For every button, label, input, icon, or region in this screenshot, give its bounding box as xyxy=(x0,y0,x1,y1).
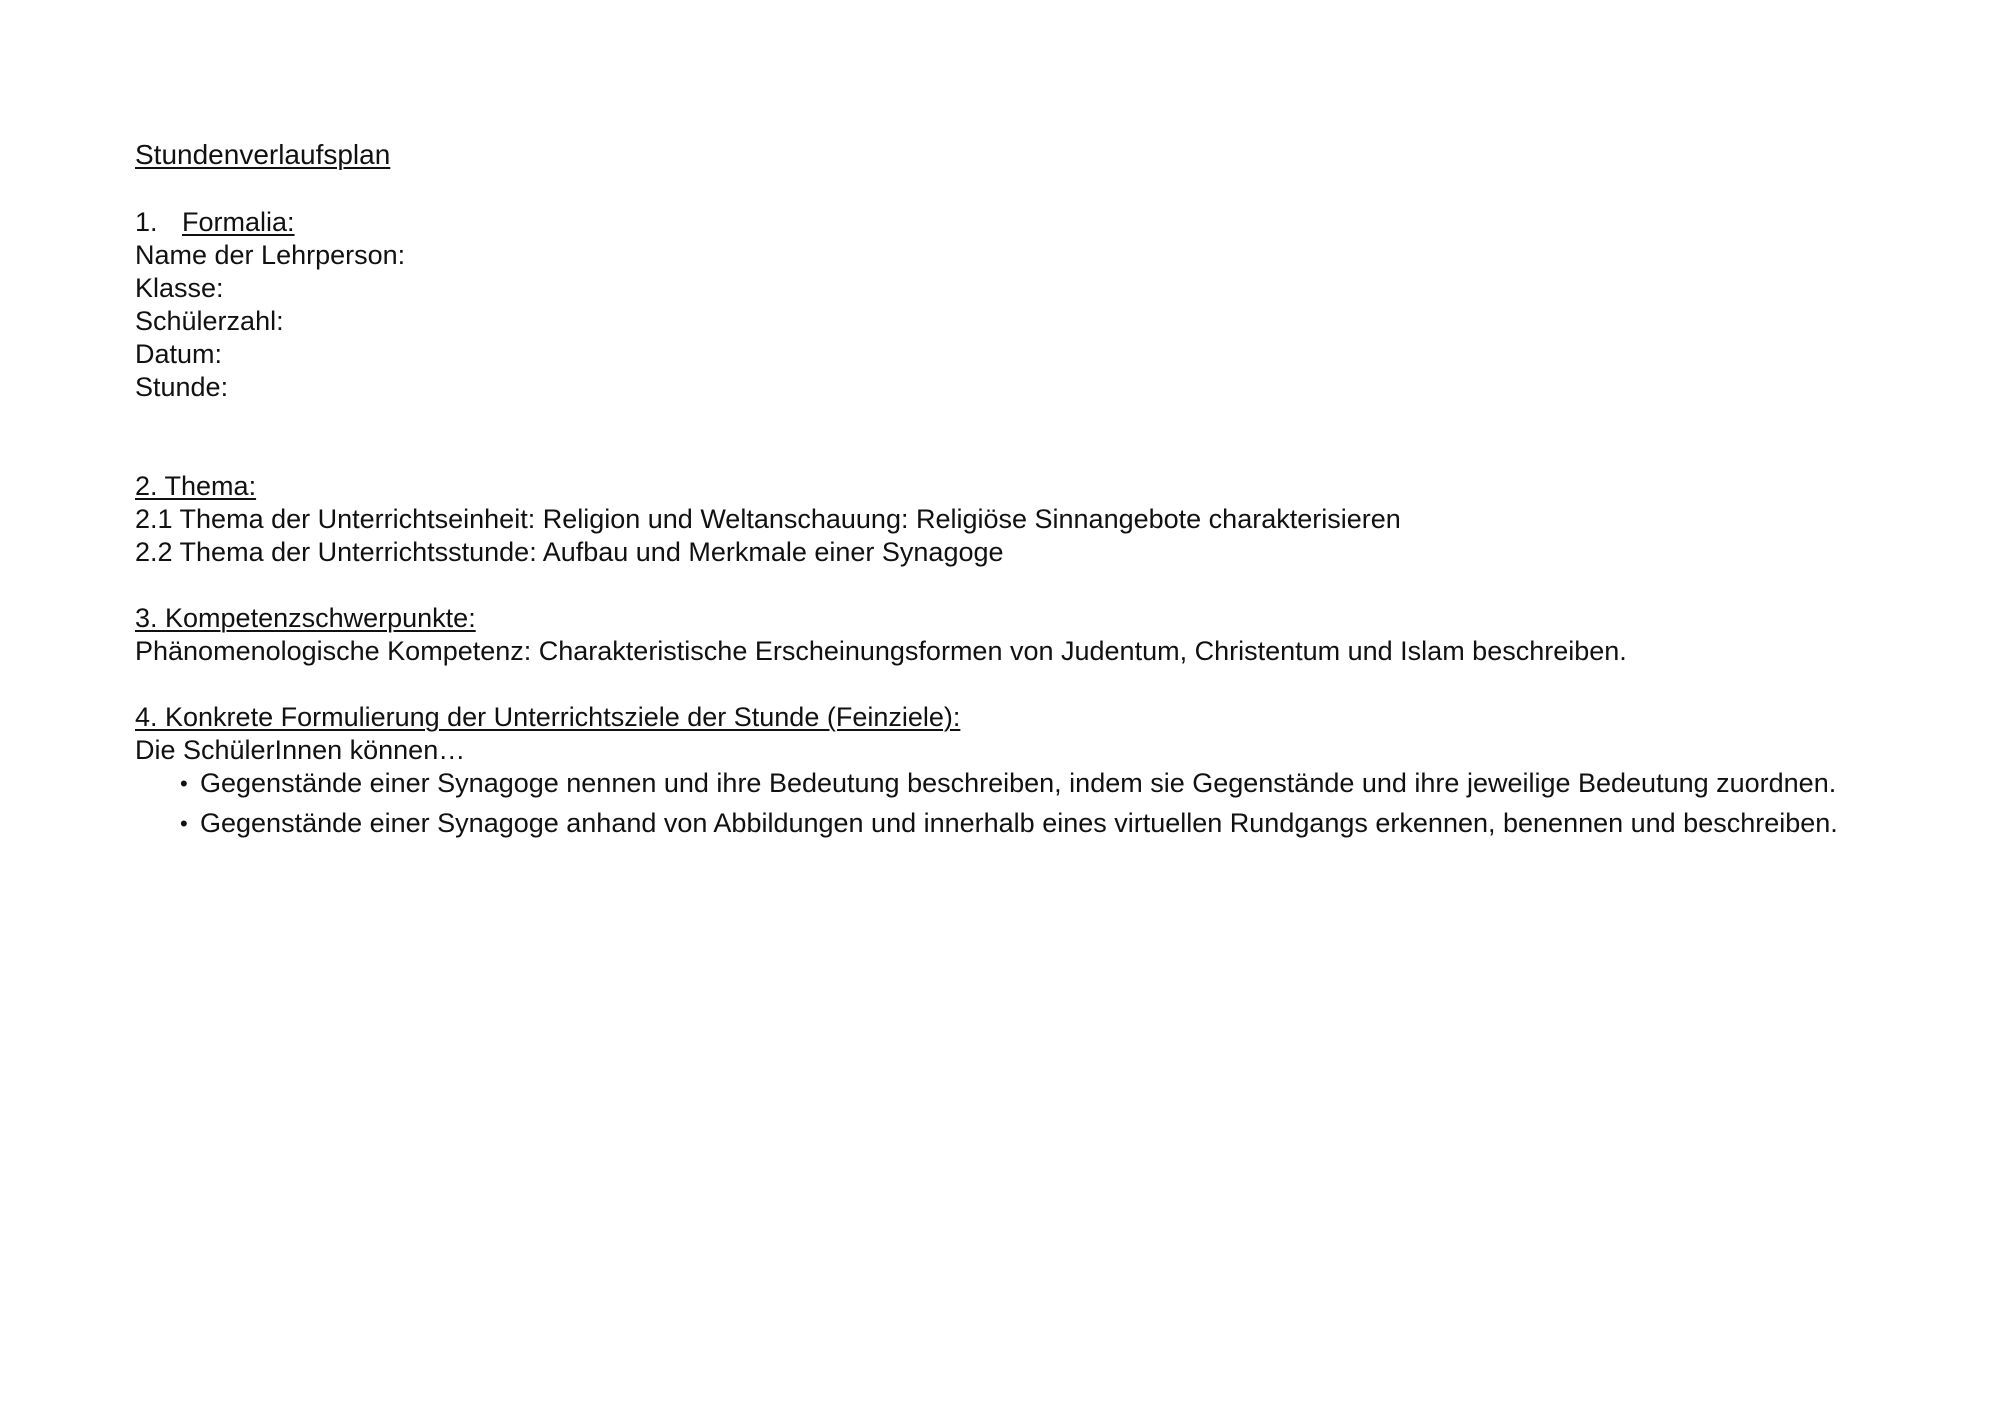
topic-lesson-line: 2.2 Thema der Unterrichtsstunde: Aufbau und Merkmale einer Synagoge xyxy=(135,537,1004,567)
goals-list xyxy=(135,767,1940,840)
field-lesson: Stunde: xyxy=(135,372,229,402)
goals-intro: Die SchülerInnen können… xyxy=(135,735,466,765)
field-student-count: Schülerzahl: xyxy=(135,306,284,336)
section-heading: 3. Kompetenzschwerpunkte: xyxy=(135,603,476,633)
field-class: Klasse: xyxy=(135,273,224,303)
document-title: Stundenverlaufsplan xyxy=(135,139,391,170)
field-date: Datum: xyxy=(135,339,223,369)
section-formalia-heading-line xyxy=(135,206,405,239)
bullet-icon: • xyxy=(180,811,188,836)
goal-text: Gegenstände einer Synagoge anhand von Abbildungen und innerhalb eines virtuellen Rundgangs erkennen, benennen und beschreiben. xyxy=(200,808,1838,838)
section-heading: Formalia: xyxy=(182,207,295,237)
section-number: 1. xyxy=(135,207,158,237)
section-heading: 2. Thema: xyxy=(135,471,257,501)
list-item xyxy=(135,767,1940,800)
section-feinziele xyxy=(135,701,1940,847)
section-kompetenz xyxy=(135,602,1627,668)
section-formalia xyxy=(135,206,405,404)
section-thema xyxy=(135,470,1401,569)
goal-text: Gegenstände einer Synagoge nennen und ihre Bedeutung beschreiben, indem sie Gegenstände und ihre jeweilige Bedeutung zuordnen. xyxy=(200,768,1837,798)
competence-text: Phänomenologische Kompetenz: Charakteristische Erscheinungsformen von Judentum, Christentum und Islam beschreiben. xyxy=(135,636,1627,666)
field-teacher-name: Name der Lehrperson: xyxy=(135,240,406,270)
bullet-icon: • xyxy=(180,771,188,796)
list-item xyxy=(135,807,1940,840)
document-page xyxy=(135,0,1935,1414)
section-heading: 4. Konkrete Formulierung der Unterrichtsziele der Stunde (Feinziele): xyxy=(135,702,961,732)
topic-unit-line: 2.1 Thema der Unterrichtseinheit: Religion und Weltanschauung: Religiöse Sinnangebote charakterisieren xyxy=(135,504,1401,534)
